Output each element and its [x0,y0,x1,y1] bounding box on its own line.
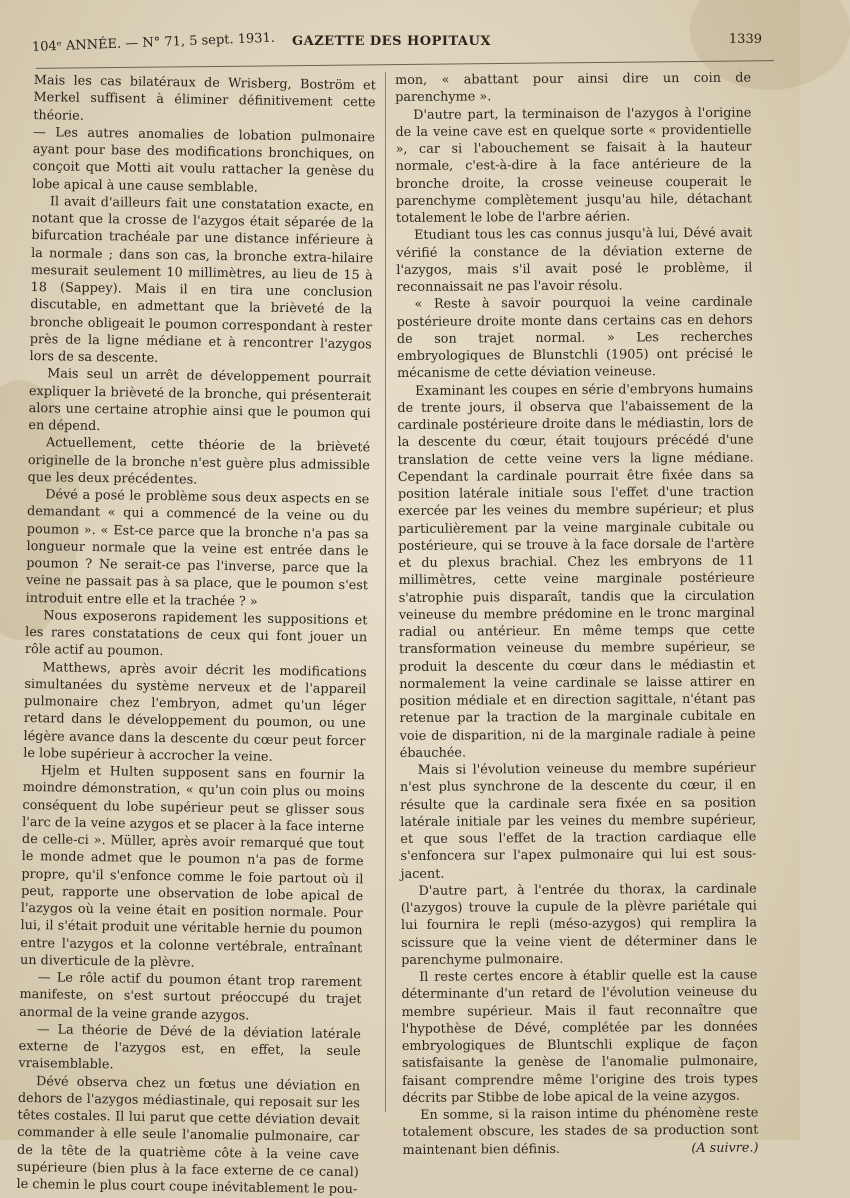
paragraph: « Reste à savoir pourquoi la veine cardinale postérieure droite monte dans certains cas en dehors de son trajet normal. » Les recherches embryologiques de Blunstchli (1905) ont précisé le mécanisme de cette déviation veineuse. [396,294,754,382]
paragraph: Matthews, après avoir décrit les modifications simultanées du système nerveux et de l'appareil pulmonaire chez l'embryon, admet qu'un léger retard dans le développement du poumon, ou une légère avance dans la descente du cœur peut forcer le lobe supérieur à accrocher la veine. [23,659,367,765]
journal-title: GAZETTE DES HOPITAUX [292,34,491,49]
paragraph: — Le rôle actif du poumon étant trop rarement manifeste, on s'est surtout préoccupé du trajet anormal de la veine grande azygos. [19,970,362,1023]
paragraph: D'autre part, à l'entrée du thorax, la cardinale (l'azygos) trouve la cupule de la plèvre pariétale qui lui fournira le repli (méso-azygos) qui remplira la scissure que la veine vient de déterminer dans le parenchyme pulmonaire. [400,881,758,968]
paragraph-text: En somme, si la raison intime du phénomène reste totalement obscure, les stades de sa production sont maintenant bien définis. [402,1105,759,1158]
paragraph [402,1104,758,1158]
paragraph: — La théorie de Dévé de la déviation latérale externe de l'azygos est, en effet, la seule vraisemblable. [18,1021,362,1073]
paragraph: Examinant les coupes en série d'embryons humains de trente jours, il observa que l'abaissement de la cardinale postérieure droite dans le médiastin, lors de la descente du cœur, était toujours précédé d'une translation de cette veine vers la ligne médiane. Cependant la cardinale pourrait être fixée dans sa position latérale initiale sous l'effet d'une traction exercée par les veines du membre supérieur; et plus particulièrement par la veine marginale cubitale ou postérieure, qui se trouve à la face dorsale de l'artère et du plexus brachial. Chez les embryons de 11 millimètres, cette veine marginale postérieure s'atrophie puis disparaît, tandis que la circulation veineuse du membre prédomine en le tronc marginal radial ou antérieur. En même temps que cette transformation veineuse du membre supérieur, se produit la descente du cœur dans le médiastin et normalement la veine cardinale se laisse attirer en position médiale et en direction sagittale, n'étant pas retenue par la traction de la marginale cubitale en voie de disparition, ni de la marginale radiale à peine ébauchée. [397,381,756,761]
paragraph: Etudiant tous les cas connus jusqu'à lui, Dévé avait vérifié la constance de la déviation externe de l'azygos, mais s'il avait posé le problème, il reconnaissait ne pas l'avoir résolu. [396,225,753,295]
page-header [30,30,770,58]
issue-info: 104ᵉ ANNÉE. — N° 71, 5 sept. 1931. [31,30,276,55]
left-column [16,72,376,1198]
column-divider [385,72,386,1112]
paragraph: D'autre part, la terminaison de l'azygos à l'origine de la veine cave est en quelque sorte « providentielle », car si l'abouchement se faisait à la hauteur normale, c'est-à-dire à la face antérieure de la bronche droite, la crosse veineuse couperait le parenchyme complètement jusqu'au hile, détachant totalement le lobe de l'arbre aérien. [395,105,752,226]
paragraph: Nous exposerons rapidement les suppositions et les rares constatations de ceux qui font jouer un rôle actif au poumon. [24,607,368,660]
paragraph: mon, « abattant pour ainsi dire un coin de parenchyme ». [395,70,752,106]
paragraph: Hjelm et Hulten supposent sans en fournir la moindre démonstration, « qu'un coin plus ou moins conséquent du lobe supérieur peut se glisser sous l'arc de la veine azygos et se placer à la face interne de celle-ci ». Müller, après avoir remarqué que tout le monde admet que le poumon n'a pas de forme propre, qu'il s'enfonce comme le foie partout où il peut, rapporte une observation de lobe apical de l'azygos où la veine était en position normale. Pour lui, il s'était produit une véritable hernie du poumon entre l'azygos et la colonne vertébrale, entraînant un diverticule de la plèvre. [19,763,366,971]
paragraph: Mais si l'évolution veineuse du membre supérieur n'est plus synchrone de la descente du cœur, il en résulte que la cardinale sera fixée en sa position latérale initiale par les veines du membre supérieur, et que sous l'effet de la traction cardiaque elle s'enfoncera sur l'apex pulmonaire qui lui est sous-jacent. [399,760,757,882]
paragraph: Actuellement, cette théorie de la brièveté originelle de la bronche n'est guère plus admissible que les deux précédentes. [27,435,371,488]
to-be-continued: (A suivre.) [691,1139,759,1156]
paragraph: — Les autres anomalies de lobation pulmonaire ayant pour base des modifications bronchiques, on conçoit que Motti ait voulu rattacher la genèse du lobe apical à une cause semblable. [32,124,376,196]
paragraph: Mais les cas bilatéraux de Wrisberg, Boström et Merkel suffisent à éliminer définitivement cette théorie. [33,72,376,124]
right-column [395,70,759,1159]
paragraph: Il reste certes encore à établir quelle est la cause déterminante d'un retard de l'évolution veineuse du membre supérieur. Mais il faut reconnaître que l'hypothèse de Dévé, complétée par les données embryologiques de Bluntschli explique de façon satisfaisante la genèse de l'anomalie pulmonaire, faisant comprendre même l'origine des trois types décrits par Stibbe de lobe apical de la veine azygos. [401,967,759,1106]
page-number: 1339 [728,32,762,47]
paragraph: Il avait d'ailleurs fait une constatation exacte, en notant que la crosse de l'azygos était séparée de la bifurcation trachéale par une distance inférieure à la normale ; dans son cas, la bronche extra-hilaire mesurait seulement 10 millimètres, au lieu de 15 à 18 (Sappey). Mais il en tira une conclusion discutable, en admettant que la brièveté de la bronche obligeait le poumon correspondant à rester près de la ligne médiane et à rencontrer l'azygos lors de sa descente. [29,194,375,366]
paragraph: Mais seul un arrêt de développement pourrait expliquer la brièveté de la bronche, qui présenterait alors une certaine atrophie ainsi que le poumon qui en dépend. [28,366,372,435]
header-rule [36,60,774,69]
paragraph: Dévé observa chez un fœtus une déviation en dehors de l'azygos médiastinale, qui reposait sur les têtes costales. Il lui parut que cette déviation devait commander à elle seule l'anomalie pulmonaire, car de la tête de la quatrième côte à la veine cave supérieure (bien plus à la face externe de ce canal) le chemin le plus court coupe inévitablement le pou- [16,1073,361,1198]
paragraph: Dévé a posé le problème sous deux aspects en se demandant « qui a commencé de la veine ou du poumon ». « Est-ce parce que la bronche n'a pas sa longueur normale que la veine est entrée dans le poumon ? Ne serait-ce pas l'inverse, parce que la veine ne passait pas à sa place, que le poumon s'est introduit entre elle et la trachée ? » [25,487,370,610]
